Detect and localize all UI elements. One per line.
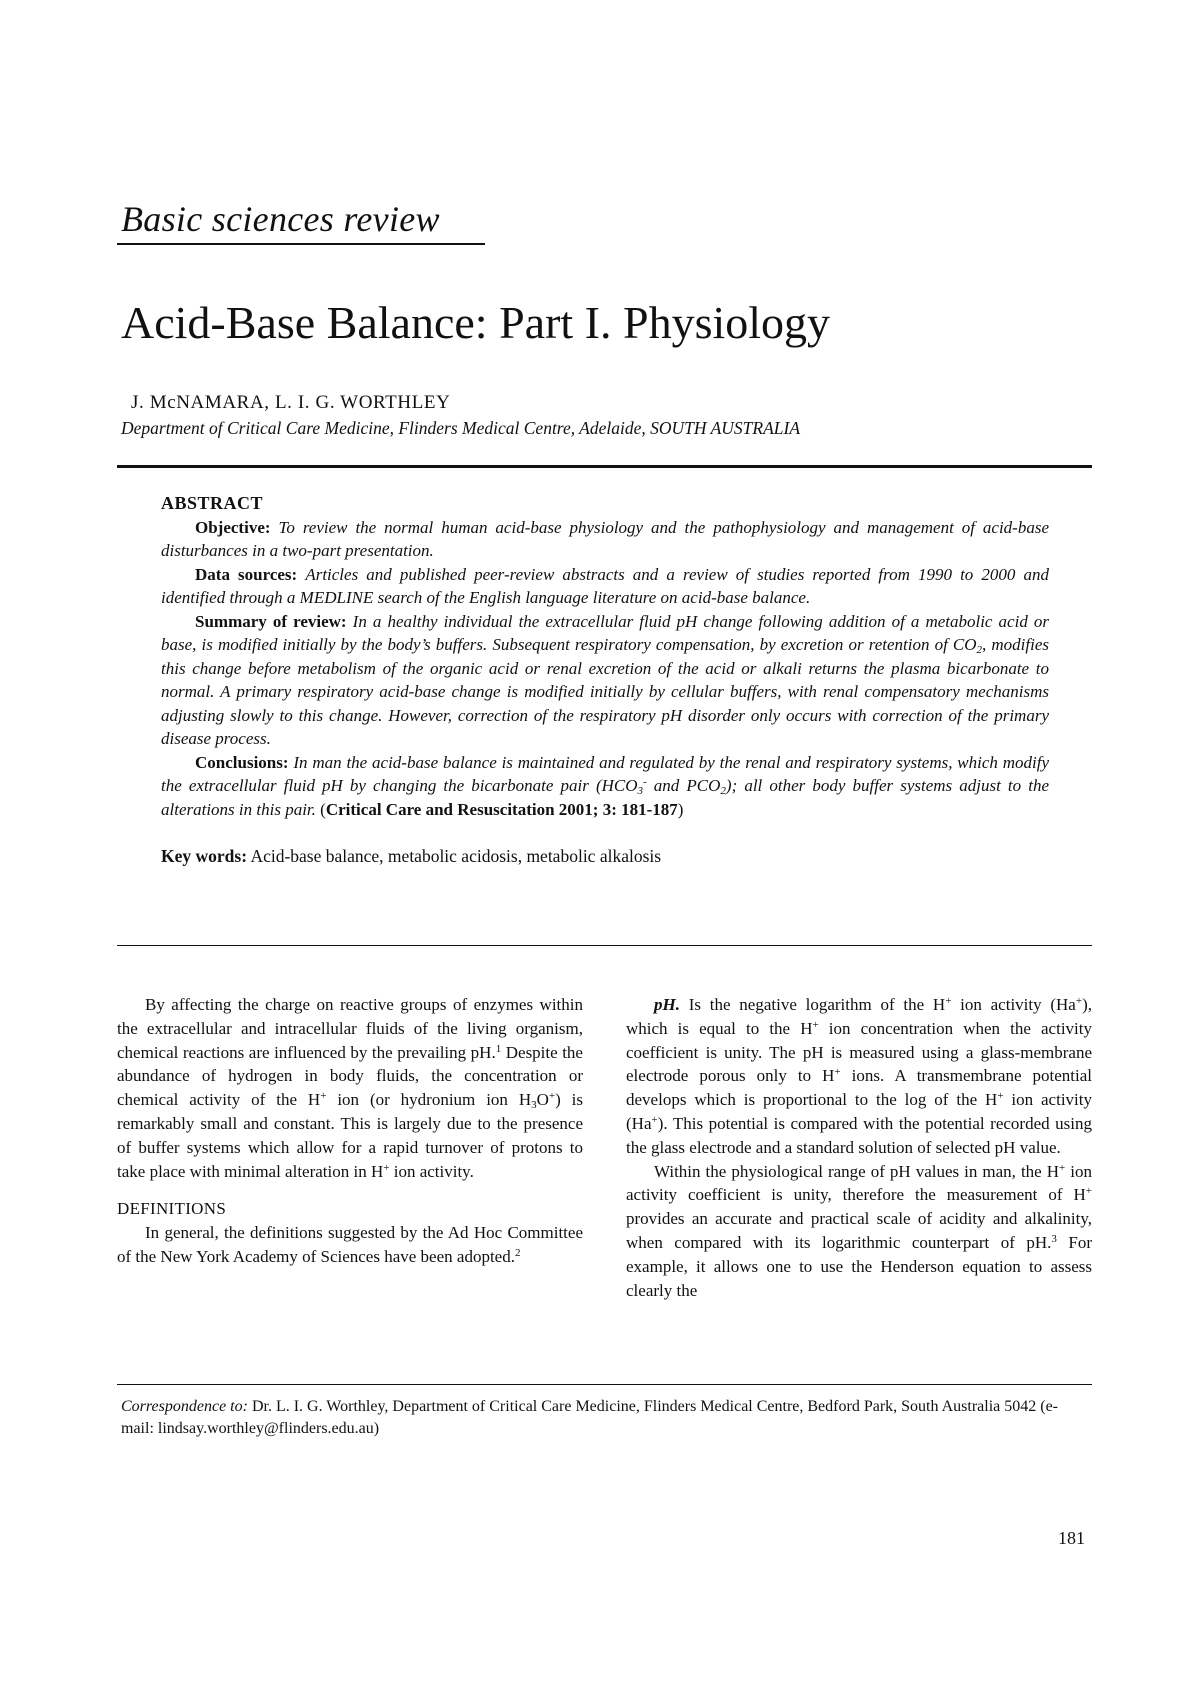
text-run: ion activity coefficient is unity, therefore the measurement of H <box>626 1161 1092 1205</box>
summary-subscript: 2 <box>976 644 983 656</box>
authors: J. McNAMARA, L. I. G. WORTHLEY <box>131 392 451 413</box>
superscript: + <box>997 1090 1004 1103</box>
section-label-underline <box>117 243 485 245</box>
correspondence-footnote <box>121 1396 1071 1440</box>
text-run: ). This potential is compared with the potential recorded using the glass electrode and a standard solution of selected pH value. <box>626 1113 1092 1157</box>
abstract <box>161 492 1049 869</box>
affiliation: Department of Critical Care Medicine, Flinders Medical Centre, Adelaide, SOUTH AUSTRALIA <box>121 418 801 438</box>
text-run: O <box>536 1090 549 1110</box>
correspondence-text: Dr. L. I. G. Worthley, Department of Critical Care Medicine, Flinders Medical Centre, Bedford Park, South Australia 5042 (e-mail: lindsay.worthley@flinders.edu.au) <box>121 1398 1059 1437</box>
superscript: + <box>320 1090 327 1103</box>
superscript: + <box>1059 1161 1066 1174</box>
text-run: ), which is equal to the H <box>626 995 1092 1038</box>
body-column-right <box>626 993 1092 1302</box>
header-divider <box>117 465 1092 468</box>
summary-text <box>161 612 1049 749</box>
text-run: ) is remarkably small and constant. This is largely due to the presence of buffer systems which allow for a rapid turnover of protons to take place with minimal alteration in H <box>117 1090 584 1181</box>
ph-label: pH. <box>654 995 680 1014</box>
definitions-heading: DEFINITIONS <box>117 1199 227 1219</box>
keywords-label: Key words: <box>161 846 248 866</box>
text-run: In general, the definitions suggested by the Ad Hoc Committee of the New York Academy of Sciences have been adopted. <box>117 1223 583 1266</box>
section-label: Basic sciences review <box>121 199 440 239</box>
superscript: + <box>383 1161 390 1174</box>
body-paragraph <box>117 993 583 1183</box>
keywords <box>161 845 1049 869</box>
conclusions-subscript: 2 <box>720 785 726 797</box>
reference-marker: 2 <box>514 1246 521 1259</box>
text-run: ions. A transmembrane potential develops which is proportional to the log of the H <box>626 1066 1092 1110</box>
superscript: + <box>548 1090 556 1103</box>
abstract-summary <box>161 610 1049 751</box>
conclusions-text-part: and PCO <box>646 776 721 795</box>
conclusions-label: Conclusions: <box>195 752 289 772</box>
superscript: + <box>1075 995 1083 1007</box>
text-run: Is the negative logarithm of the H <box>679 995 946 1014</box>
text-run: Within the physiological range of pH values in man, the H <box>654 1161 1060 1181</box>
summary-label: Summary of review: <box>195 611 347 631</box>
text-run: Despite the abundance of hydrogen in body fluids, the concentration or chemical activity of the H <box>117 1042 583 1110</box>
article-title: Acid-Base Balance: Part I. Physiology <box>121 297 831 348</box>
abstract-divider <box>117 945 1092 946</box>
abstract-heading: ABSTRACT <box>161 493 264 513</box>
superscript: + <box>812 1018 819 1031</box>
page-number: 181 <box>1058 1528 1085 1548</box>
conclusions-text-part: In man the acid-base balance is maintained and regulated by the renal and respiratory systems, which modify the extracellular fluid pH by changing the bicarbonate pair (HCO <box>161 752 1050 795</box>
text-run: For example, it allows one to use the Henderson equation to assess clearly the <box>626 1232 1092 1300</box>
superscript: + <box>1085 1185 1092 1198</box>
citation-paren: ( <box>315 799 326 819</box>
body-paragraph <box>117 1221 583 1269</box>
abstract-conclusions <box>161 751 1049 822</box>
text-run: ion concentration when the activity coefficient is unity. The pH is measured using a glass-membrane electrode porous only to H <box>626 1018 1092 1086</box>
text-run: By affecting the charge on reactive groups of enzymes within the extracellular and intracellular fluids of the living organism, chemical reactions are influenced by the prevailing pH. <box>117 995 583 1062</box>
footnote-divider <box>117 1384 1092 1385</box>
correspondence-label: Correspondence to: <box>121 1398 248 1415</box>
reference-marker: 1 <box>495 1042 502 1055</box>
conclusions-subscript: 3 <box>637 785 644 797</box>
superscript: + <box>945 995 952 1007</box>
keywords-text: Acid-base balance, metabolic acidosis, metabolic alkalosis <box>247 846 662 866</box>
conclusions-superscript: - <box>643 776 647 788</box>
text-run: ion activity. <box>389 1161 474 1181</box>
superscript: + <box>834 1066 841 1079</box>
data-sources-label: Data sources: <box>195 564 298 584</box>
subscript: 3 <box>531 1099 537 1112</box>
summary-text-part: , modifies this change before metabolism of the organic acid or renal excretion of the acid or alkali returns the plasma bicarbonate to normal. A primary respiratory acid-base change is modified initially by cellular buffers, with renal compensatory mechanisms adjusting slowly to this change. However, correction of the respiratory pH disorder only occurs with correction of the primary disease process. <box>161 635 1049 748</box>
conclusions-text-part: ); all other body buffer systems adjust to the alterations in this pair. <box>161 776 1049 819</box>
text-run: ion (or hydronium ion H <box>326 1090 532 1110</box>
data-sources-text: Articles and published peer-review abstracts and a review of studies reported from 1990 to 2000 and identified through a MEDLINE search of the English language literature on acid-base balance. <box>161 564 1049 607</box>
abstract-data-sources <box>161 563 1049 610</box>
citation: Critical Care and Resuscitation 2001; 3: 181-187 <box>325 799 678 819</box>
summary-text-part: In a healthy individual the extracellular fluid pH change following addition of a metabolic acid or base, is modified initially by the body’s buffers. Subsequent respiratory compensation, by excretion or retention of CO <box>161 611 1050 654</box>
superscript: + <box>651 1113 658 1126</box>
body-paragraph <box>626 1160 1092 1303</box>
text-run: provides an accurate and practical scale of acidity and alkalinity, when compared with its logarithmic counterpart of pH. <box>626 1209 1092 1252</box>
text-run: ion activity (Ha <box>951 995 1076 1014</box>
abstract-objective <box>161 516 1049 563</box>
body-column-left <box>117 993 583 1269</box>
body-paragraph <box>626 993 1092 1160</box>
objective-text: To review the normal human acid-base physiology and the pathophysiology and management of acid-base disturbances in a two-part presentation. <box>161 517 1050 560</box>
reference-marker: 3 <box>1051 1232 1057 1245</box>
citation-paren: ) <box>677 799 684 819</box>
text-run: ion activity (Ha <box>626 1090 1092 1133</box>
objective-label: Objective: <box>195 517 271 537</box>
